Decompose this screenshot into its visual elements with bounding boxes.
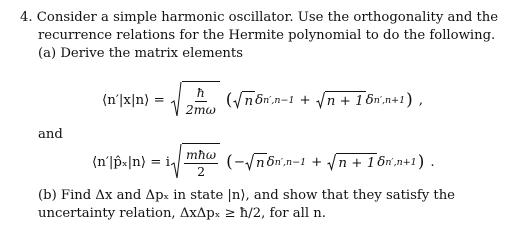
radical-sign-icon	[316, 91, 325, 109]
eq2-delta-2: δ	[377, 154, 386, 170]
eq1-delta-1-sub: n′,n−1	[263, 94, 295, 106]
eq2-fraction	[184, 148, 218, 179]
eq1-delta-2: δ	[365, 92, 374, 108]
problem-intro-line1	[20, 9, 498, 27]
eq1-delta-2-sub: n′,n+1	[373, 94, 406, 106]
eq1-delta-1: δ	[255, 92, 264, 108]
eq2-trail: .	[430, 154, 435, 170]
eq2-frac-num: mħω	[186, 146, 217, 162]
eq2-plus: +	[311, 154, 323, 170]
eq2-sqrt-n1: n + 1	[327, 153, 377, 171]
eq1-frac-den: 2mω	[185, 101, 216, 117]
eq1-sqrt-n: n	[233, 91, 255, 109]
eq1-open-paren: (	[225, 89, 233, 110]
eq1-plus: +	[299, 92, 311, 108]
problem-number: 4.	[20, 10, 33, 25]
eq2-sqrt-n: n	[245, 153, 267, 171]
radical-sign-icon	[233, 91, 242, 109]
eq1-fraction	[184, 86, 218, 117]
equation-2	[92, 140, 435, 184]
eq2-open-paren: (	[226, 151, 233, 172]
eq1-lhs: ⟨n′|x|n⟩ =	[102, 92, 165, 108]
eq2-close-paren: )	[417, 151, 425, 172]
radical-sign-icon	[170, 143, 182, 181]
equation-1	[102, 78, 423, 122]
eq1-close-paren: )	[406, 89, 413, 110]
eq2-lhs: ⟨n′|p̂ₓ|n⟩ = i	[92, 154, 171, 170]
eq2-delta-2-sub: n′,n+1	[385, 156, 417, 168]
eq1-frac-num: ħ	[196, 84, 205, 100]
intro-text-1: Consider a simple harmonic oscillator. Use the orthogonality and the	[36, 10, 499, 25]
eq2-delta-1: δ	[266, 154, 275, 170]
part-a-label: (a) Derive the matrix elements	[38, 46, 243, 61]
eq1-sqrt	[170, 81, 220, 119]
and-text: and	[38, 127, 63, 142]
radical-sign-icon	[170, 81, 182, 119]
radical-sign-icon	[245, 153, 254, 171]
eq2-delta-1-sub: n′,n−1	[274, 156, 307, 168]
part-b-line2: uncertainty relation, ΔxΔpₓ ≥ ħ/2, for all n.	[38, 206, 326, 221]
eq2-minus: −	[233, 154, 246, 170]
eq2-sqrt	[170, 143, 220, 181]
eq1-trail: ,	[418, 92, 424, 108]
problem-intro-line2: recurrence relations for the Hermite polynomial to do the following.	[38, 28, 496, 43]
eq2-frac-den: 2	[197, 163, 206, 179]
eq1-sqrt-n1: n + 1	[316, 91, 366, 109]
radical-sign-icon	[327, 153, 336, 171]
part-b-line1: (b) Find Δx and Δpₓ in state |n⟩, and show that they satisfy the	[38, 188, 455, 203]
